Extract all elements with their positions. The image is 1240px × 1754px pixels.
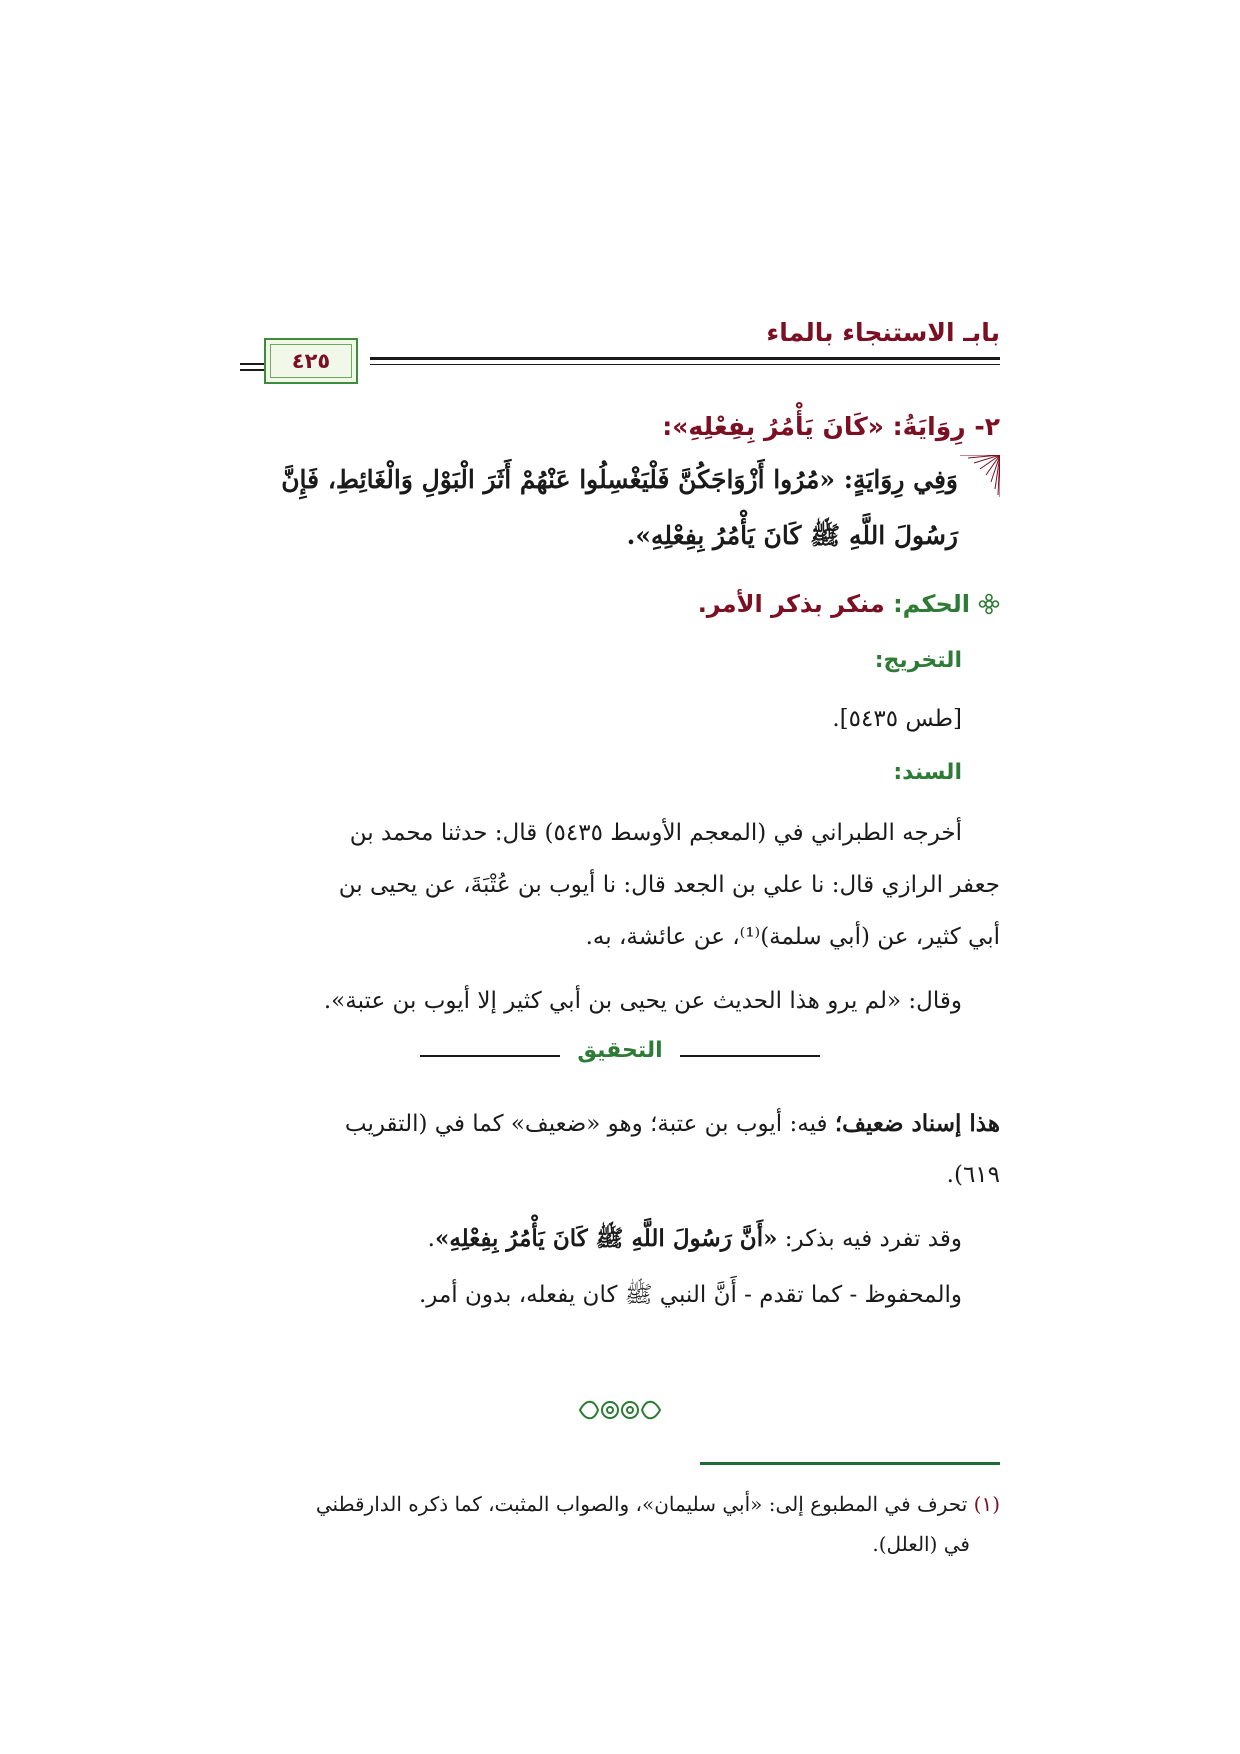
tahqiq-line-3-end: .	[427, 1226, 435, 1252]
tahqiq-line-3	[240, 1224, 962, 1258]
footnote-rule	[700, 1462, 1000, 1465]
sanad-line-4: وقال: «لم يرو هذا الحديث عن يحيى بن أبي كثير إلا أيوب بن عتبة».	[323, 988, 962, 1014]
corner-ornament-icon	[960, 455, 1000, 497]
sanad-line-2: جعفر الرازي قال: نا علي بن الجعد قال: نا أيوب بن عُتْبَةَ، عن يحيى بن	[338, 872, 1000, 898]
page-number: ٤٢٥	[291, 349, 331, 373]
tahqiq-quote: «أَنَّ رَسُولَ اللَّهِ ﷺ كَانَ يَأْمُرُ بِفِعْلِهِ»	[434, 1225, 778, 1252]
hadith-line-2: رَسُولَ اللَّهِ ﷺ كَانَ يَأْمُرُ بِفِعْلِهِ».	[626, 521, 958, 550]
tahqiq-divider-right	[680, 1055, 820, 1057]
takhrij-heading: التخريج:	[874, 648, 962, 673]
header-rule-left	[240, 363, 264, 365]
footnote-text: تحرف في المطبوع إلى: «أبي سليمان»، والصواب المثبت، كما ذكره الدارقطني	[315, 1492, 974, 1516]
tahqiq-line-2: ٦١٩).	[946, 1162, 1000, 1188]
ruling-label: الحكم:	[893, 590, 970, 618]
hadith-line-1: وَفِي رِوَايَةٍ: «مُرُوا أَزْوَاجَكُنَّ فَلْيَغْسِلُوا عَنْهُمْ أَثَرَ الْبَوْلِ وَالْغَائِطِ، فَإِنَّ	[281, 465, 958, 494]
tahqiq-divider-left	[420, 1055, 560, 1057]
footnote-line-1	[240, 1492, 1000, 1516]
takhrij-reference: [طس ٥٤٣٥].	[832, 706, 962, 732]
header-rule-left-2	[240, 369, 264, 371]
ruling-value: منكر بذكر الأمر.	[697, 590, 885, 618]
chapter-title: بابـ الاستنجاء بالماء	[766, 318, 1000, 347]
sanad-line-3: أبي كثير، عن (أبي سلمة)⁽¹⁾، عن عائشة، به.	[585, 924, 1000, 950]
tahqiq-line-1	[240, 1110, 1000, 1137]
footnote-number: (١)	[973, 1492, 1000, 1516]
tahqiq-heading: التحقيق	[577, 1038, 663, 1063]
isnad-verdict: هذا إسناد ضعيف؛	[834, 1110, 1000, 1137]
header-rule	[370, 357, 1000, 360]
end-ornament-icon	[570, 1393, 670, 1427]
tahqiq-line-3-prefix: وقد تفرد فيه بذكر:	[777, 1226, 962, 1252]
tahqiq-line-4: والمحفوظ - كما تقدم - أَنَّ النبي ﷺ كان يفعله، بدون أمر.	[418, 1282, 962, 1308]
ruling-line	[240, 590, 1000, 618]
footnote-line-2: في (العلل).	[872, 1532, 970, 1556]
header-rule-thin	[370, 364, 1000, 365]
sanad-heading: السند:	[893, 760, 962, 785]
flower-icon	[978, 593, 1000, 615]
section-heading: ٢- رِوَايَةُ: «كَانَ يَأْمُرُ بِفِعْلِهِ»:	[662, 412, 1000, 441]
isnad-reason: فيه: أيوب بن عتبة؛ وهو «ضعيف» كما في (التقريب	[344, 1111, 835, 1137]
sanad-line-1: أخرجه الطبراني في (المعجم الأوسط ٥٤٣٥) قال: حدثنا محمد بن	[349, 820, 962, 846]
page-number-badge	[264, 338, 358, 384]
